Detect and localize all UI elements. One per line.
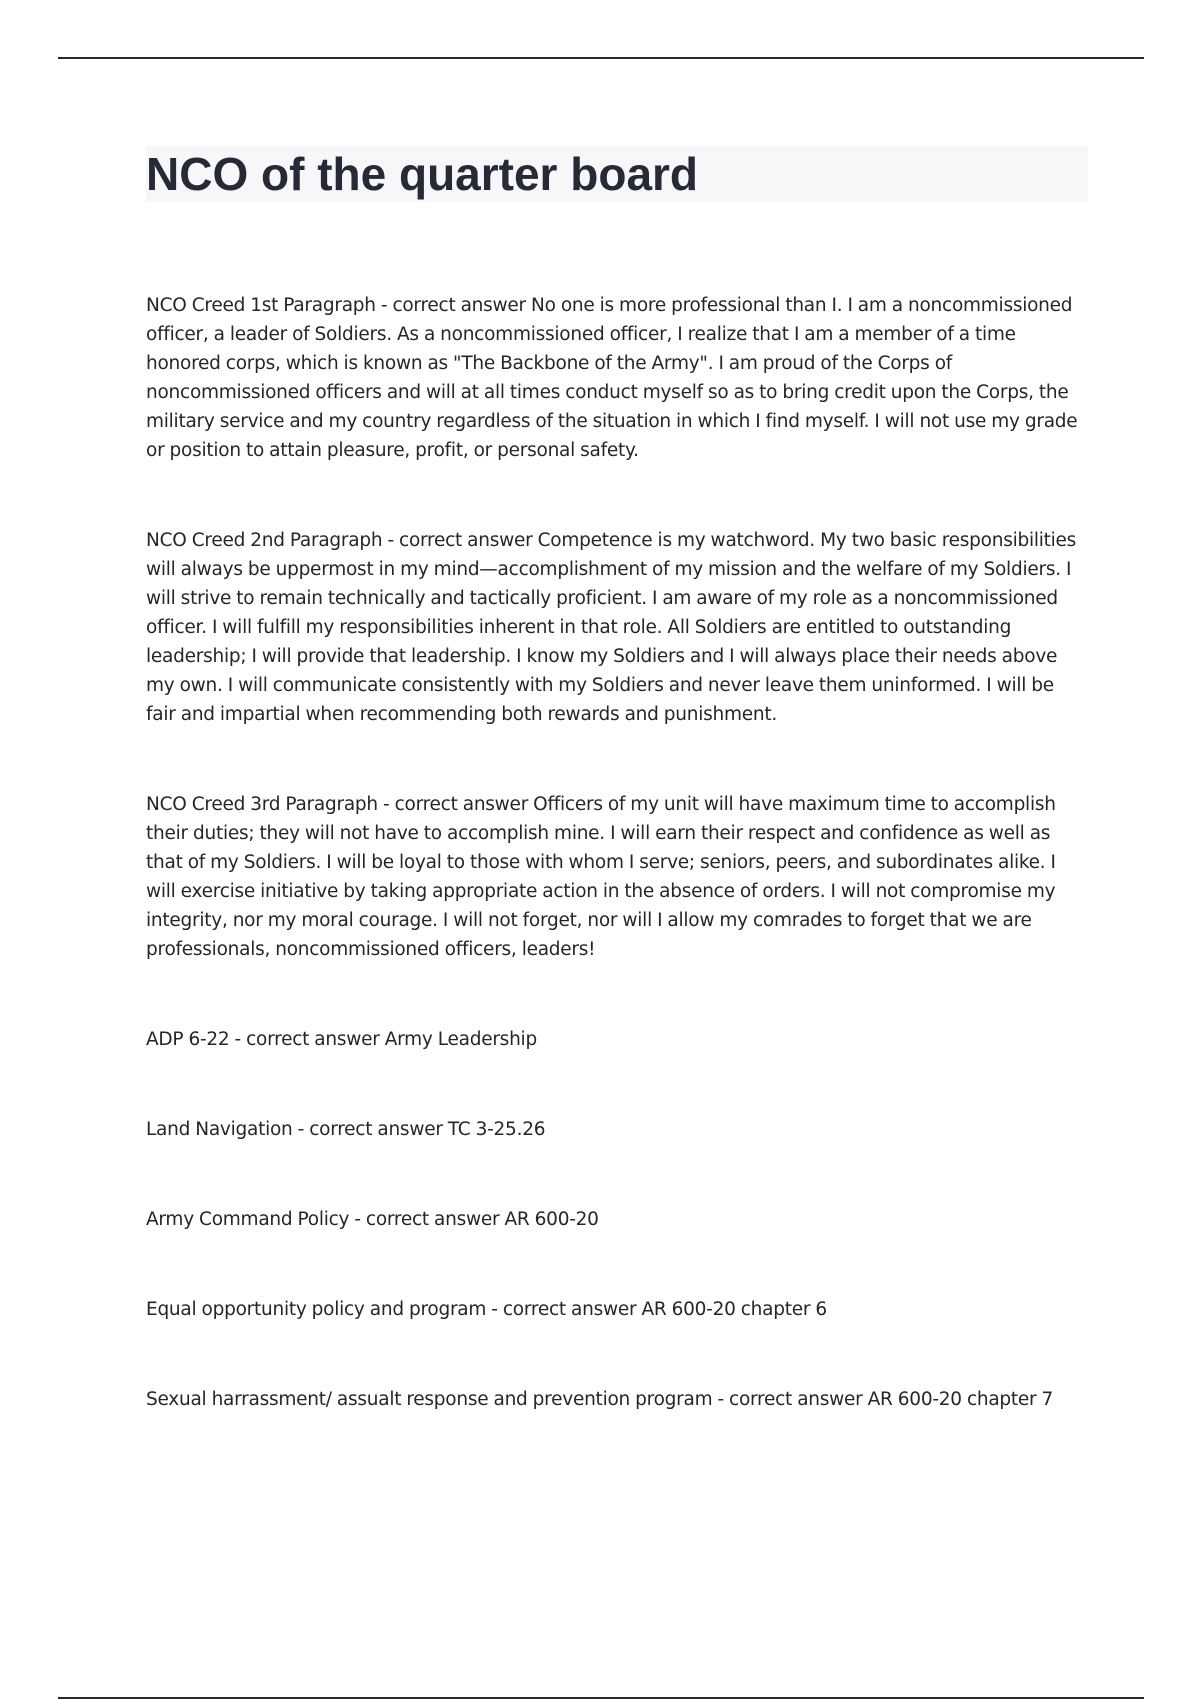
bottom-rule [58, 1697, 1144, 1699]
document-body [146, 291, 1088, 1475]
document-title: NCO of the quarter board [146, 148, 699, 200]
entry-sharp-program: Sexual harrassment/ assualt response and prevention program - correct answer AR 600-20 chapter 7 [146, 1389, 1054, 1410]
entry-nco-creed-3: NCO Creed 3rd Paragraph - correct answer Officers of my unit will have maximum time to accomplish their duties; they will not have to accomplish mine. I will earn their respect and confidence as well as that of my Soldiers. I will be loyal to those with whom I serve; seniors, peers, and subordinates alike. I will exercise initiative by taking appropriate action in the absence of orders. I will not compromise my integrity, nor my moral courage. I will not forget, nor will I allow my comrades to forget that we are professionals, noncommissioned officers, leaders! [146, 794, 1056, 960]
entry-land-navigation: Land Navigation - correct answer TC 3-25.26 [146, 1119, 546, 1140]
top-rule [58, 57, 1144, 59]
entry-nco-creed-1: NCO Creed 1st Paragraph - correct answer No one is more professional than I. I am a noncommissioned officer, a leader of Soldiers. As a noncommissioned officer, I realize that I am a member of a time honored corps, which is known as "The Backbone of the Army". I am proud of the Corps of noncommissioned officers and will at all times conduct myself so as to bring credit upon the Corps, the military service and my country regardless of the situation in which I find myself. I will not use my grade or position to attain pleasure, profit, or personal safety. [146, 295, 1078, 461]
entry-equal-opportunity: Equal opportunity policy and program - correct answer AR 600-20 chapter 6 [146, 1299, 827, 1320]
entry-army-command-policy: Army Command Policy - correct answer AR 600-20 [146, 1209, 599, 1230]
entry-nco-creed-2: NCO Creed 2nd Paragraph - correct answer Competence is my watchword. My two basic responsibilities will always be uppermost in my mind—accomplishment of my mission and the welfare of my Soldiers. I will strive to remain technically and tactically proficient. I am aware of my role as a noncommissioned officer. I will fulfill my responsibilities inherent in that role. All Soldiers are entitled to outstanding leadership; I will provide that leadership. I know my Soldiers and I will always place their needs above my own. I will communicate consistently with my Soldiers and never leave them uninformed. I will be fair and impartial when recommending both rewards and punishment. [146, 530, 1077, 725]
entry-adp-6-22: ADP 6-22 - correct answer Army Leadership [146, 1029, 537, 1050]
